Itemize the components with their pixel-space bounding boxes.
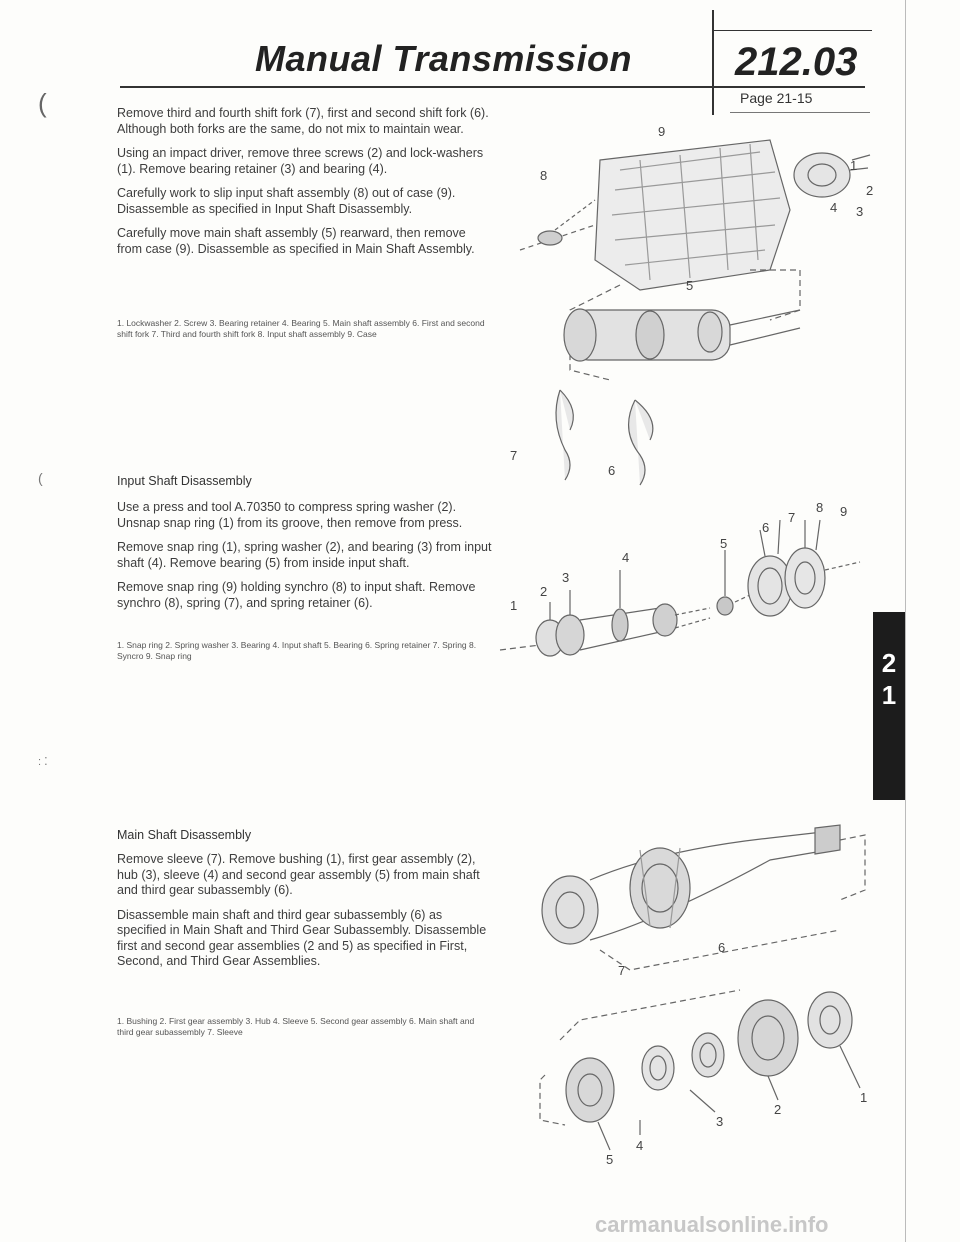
paragraph: Carefully move main shaft assembly (5) rearward, then remove from case (9). Disassemble as specified in Main Shaft Assembly.	[117, 226, 475, 256]
figure2-label: 5	[720, 536, 728, 551]
page-reference: Page 21-15	[740, 90, 813, 106]
page-title: Manual Transmission	[255, 38, 632, 79]
section1-text	[117, 106, 492, 266]
figure2-label: 2	[540, 584, 548, 599]
figure2-label: 8	[816, 500, 824, 515]
figure2-label: 1	[510, 598, 518, 613]
section3-heading: Main Shaft Disassembly	[117, 828, 252, 842]
section2-text	[117, 500, 492, 620]
tab-digit-top: 2	[881, 648, 897, 678]
paragraph: Carefully work to slip input shaft assembly (8) out of case (9). Disassemble as specified in Input Shaft Disassembly.	[117, 186, 456, 216]
figure3-label: 5	[606, 1152, 614, 1167]
paragraph: Using an impact driver, remove three screws (2) and lock-washers (1). Remove bearing retainer (3) and bearing (4).	[117, 146, 484, 176]
figure3-label: 6	[718, 940, 726, 955]
figure3-caption: 1. Bushing 2. First gear assembly 3. Hub 4. Sleeve 5. Second gear assembly 6. Main shaft and third gear subassembly 7. Sleeve	[117, 1016, 475, 1037]
figure2-label: 3	[562, 570, 570, 585]
tab-digit-bottom: 1	[881, 680, 897, 710]
figure3-label: 2	[774, 1102, 782, 1117]
figure2-label: 7	[788, 510, 796, 525]
binding-hole-mark: (	[38, 470, 43, 486]
watermark: carmanualsonline.info	[595, 1212, 829, 1237]
figure2-label: 9	[840, 504, 848, 519]
figure2-caption: 1. Snap ring 2. Spring washer 3. Bearing 4. Input shaft 5. Bearing 6. Spring retainer 7. Spring 8. Syncro 9. Snap ring	[117, 640, 477, 661]
header-box-top-rule	[712, 30, 872, 31]
section3-text	[117, 852, 492, 979]
figure2-label: 4	[622, 550, 630, 565]
paragraph: Remove snap ring (1), spring washer (2), and bearing (3) from input shaft (4). Remove bearing (5) from inside input shaft.	[117, 540, 492, 570]
paragraph: Remove third and fourth shift fork (7), first and second shift fork (6). Although both forks are the same, do not mix to maintain wear.	[117, 106, 489, 136]
figure3-label: 7	[618, 963, 626, 978]
figure1-label: 8	[540, 168, 548, 183]
figure1-caption: 1. Lockwasher 2. Screw 3. Bearing retainer 4. Bearing 5. Main shaft assembly 6. First and second shift fork 7. Third and fourth shift fork 8. Input shaft assembly 9. Case	[117, 318, 485, 339]
figure3-label: 4	[636, 1138, 644, 1153]
figure3-label: 1	[860, 1090, 868, 1105]
paragraph: Use a press and tool A.70350 to compress spring washer (2). Unsnap snap ring (1) from its groove, then remove from press.	[117, 500, 463, 530]
figure1-transmission-case-diagram	[500, 120, 880, 490]
figure1-label: 2	[866, 183, 874, 198]
figure1-label: 5	[686, 278, 694, 293]
figure1-label: 4	[830, 200, 838, 215]
header-box-divider	[712, 10, 714, 115]
figure3-label: 3	[716, 1114, 724, 1129]
binding-hole-mark: : ⁚	[38, 756, 48, 768]
section2-heading: Input Shaft Disassembly	[117, 474, 252, 488]
paragraph: Remove snap ring (9) holding synchro (8) to input shaft. Remove synchro (8), spring (7), and spring retainer (6).	[117, 580, 476, 610]
header-rule	[120, 86, 865, 88]
figure1-label: 6	[608, 463, 616, 478]
figure2-label: 6	[762, 520, 770, 535]
figure3-main-shaft-diagram	[540, 820, 880, 1165]
figure1-label: 3	[856, 204, 864, 219]
binding-hole-mark: (	[38, 88, 47, 118]
paragraph: Remove sleeve (7). Remove bushing (1), first gear assembly (2), hub (3), sleeve (4) and second gear assembly (5) from main shaft and third gear subassembly (6).	[117, 852, 480, 897]
figure2-input-shaft-diagram	[500, 490, 870, 670]
binding-edge-line	[905, 0, 906, 1242]
paragraph: Disassemble main shaft and third gear subassembly (6) as specified in Main Shaft and Third Gear Subassembly. Disassemble first and second gear assemblies (2 and 5) as specified in First, Second, and Third Gear Assemblies.	[117, 907, 487, 968]
section-tab-gap	[873, 800, 905, 820]
figure1-label: 7	[510, 448, 518, 463]
page-rule	[730, 112, 870, 113]
section-number: 212.03	[735, 40, 858, 84]
figure1-label: 1	[850, 158, 858, 173]
figure1-label: 9	[658, 124, 666, 139]
